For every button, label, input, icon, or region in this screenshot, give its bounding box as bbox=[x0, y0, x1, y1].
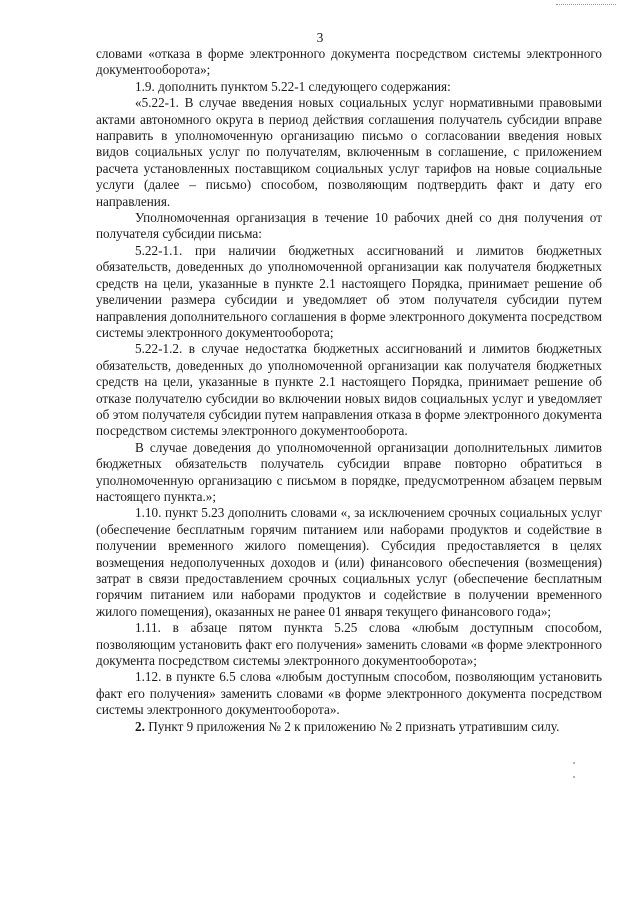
paragraph-item-1-10: 1.10. пункт 5.23 дополнить словами «, за исключением срочных социальных услуг (обеспечение бесплатным горячим питанием или наборами продуктов и содействие в получении временного жилого помещения). Субсидия предоставляется в целях возмещения недополученных доходов и (или) финансового обеспечения (возмещения) затрат в связи предоставлением срочных социальных услуг (обеспечение бесплатным горячим питанием или наборами продуктов и содействие в получении временного жилого помещения), оказанных не ранее 01 января текущего финансового года»; bbox=[96, 505, 602, 619]
page-number: 3 bbox=[316, 30, 324, 45]
document-body bbox=[96, 46, 602, 735]
page-top-rule bbox=[556, 4, 616, 5]
item-2-text: Пункт 9 приложения № 2 к приложению № 2 признать утратившим силу. bbox=[144, 718, 560, 734]
paragraph-item-5-22-1-1: 5.22-1.1. при наличии бюджетных ассигнований и лимитов бюджетных обязательств, доведенных до уполномоченной организации как получателя бюджетных средств на цели, указанные в пункте 2.1 настоящего Порядка, принимает решение об увеличении размера субсидии и уведомляет об этом получателя субсидии путем направления дополнительного соглашения в форме электронного документа посредством системы электронного документооборота; bbox=[96, 242, 602, 340]
paragraph-continuation: словами «отказа в форме электронного документа посредством системы электронного документооборота»; bbox=[96, 46, 602, 78]
paragraph-item-1-9: 1.9. дополнить пунктом 5.22-1 следующего содержания: bbox=[135, 78, 451, 94]
scan-speck bbox=[573, 762, 575, 764]
paragraph-item-2 bbox=[96, 719, 602, 735]
paragraph-authorized-org: Уполномоченная организация в течение 10 рабочих дней со дня получения от получателя субсидии письма: bbox=[96, 210, 602, 242]
paragraph-additional-limits: В случае доведения до уполномоченной организации дополнительных лимитов бюджетных обязательств получатель субсидии вправе повторно обратиться в уполномоченную организацию с письмом в порядке, предусмотренном абзацем первым настоящего пункта.»; bbox=[96, 439, 602, 504]
paragraph-item-5-22-1-2: 5.22-1.2. в случае недостатка бюджетных ассигнований и лимитов бюджетных обязательств, доведенных до уполномоченной организации как получателя бюджетных средств на цели, указанные в пункте 2.1 настоящего Порядка, принимает решение об отказе получателю субсидии во включении новых видов социальных услуг и уведомляет об этом получателя субсидии путем направления отказа в форме электронного документа посредством системы электронного документооборота. bbox=[96, 341, 602, 439]
item-2-number: 2. bbox=[135, 718, 145, 734]
paragraph-item-1-12: 1.12. в пункте 6.5 слова «любым доступным способом, позволяющим установить факт его получения» заменить словами «в форме электронного документа посредством системы электронного документооборота». bbox=[96, 669, 602, 718]
paragraph-item-1-11: 1.11. в абзаце пятом пункта 5.25 слова «любым доступным способом, позволяющим установить факт его получения» заменить словами «в форме электронного документа посредством системы электронного документооборота»; bbox=[96, 620, 602, 669]
paragraph-item-5-22-1: «5.22-1. В случае введения новых социальных услуг нормативными правовыми актами автономного округа в период действия соглашения получатель субсидии вправе направить в уполномоченную организацию письмо о согласовании введения новых видов социальных услуг по получателям, включенным в соглашение, с приложением расчета установленных поставщиком социальных услуг тарифов на новые социальные услуги (далее – письмо) способом, позволяющим подтвердить факт и дату его направления. bbox=[96, 95, 602, 209]
scan-speck bbox=[573, 776, 575, 778]
